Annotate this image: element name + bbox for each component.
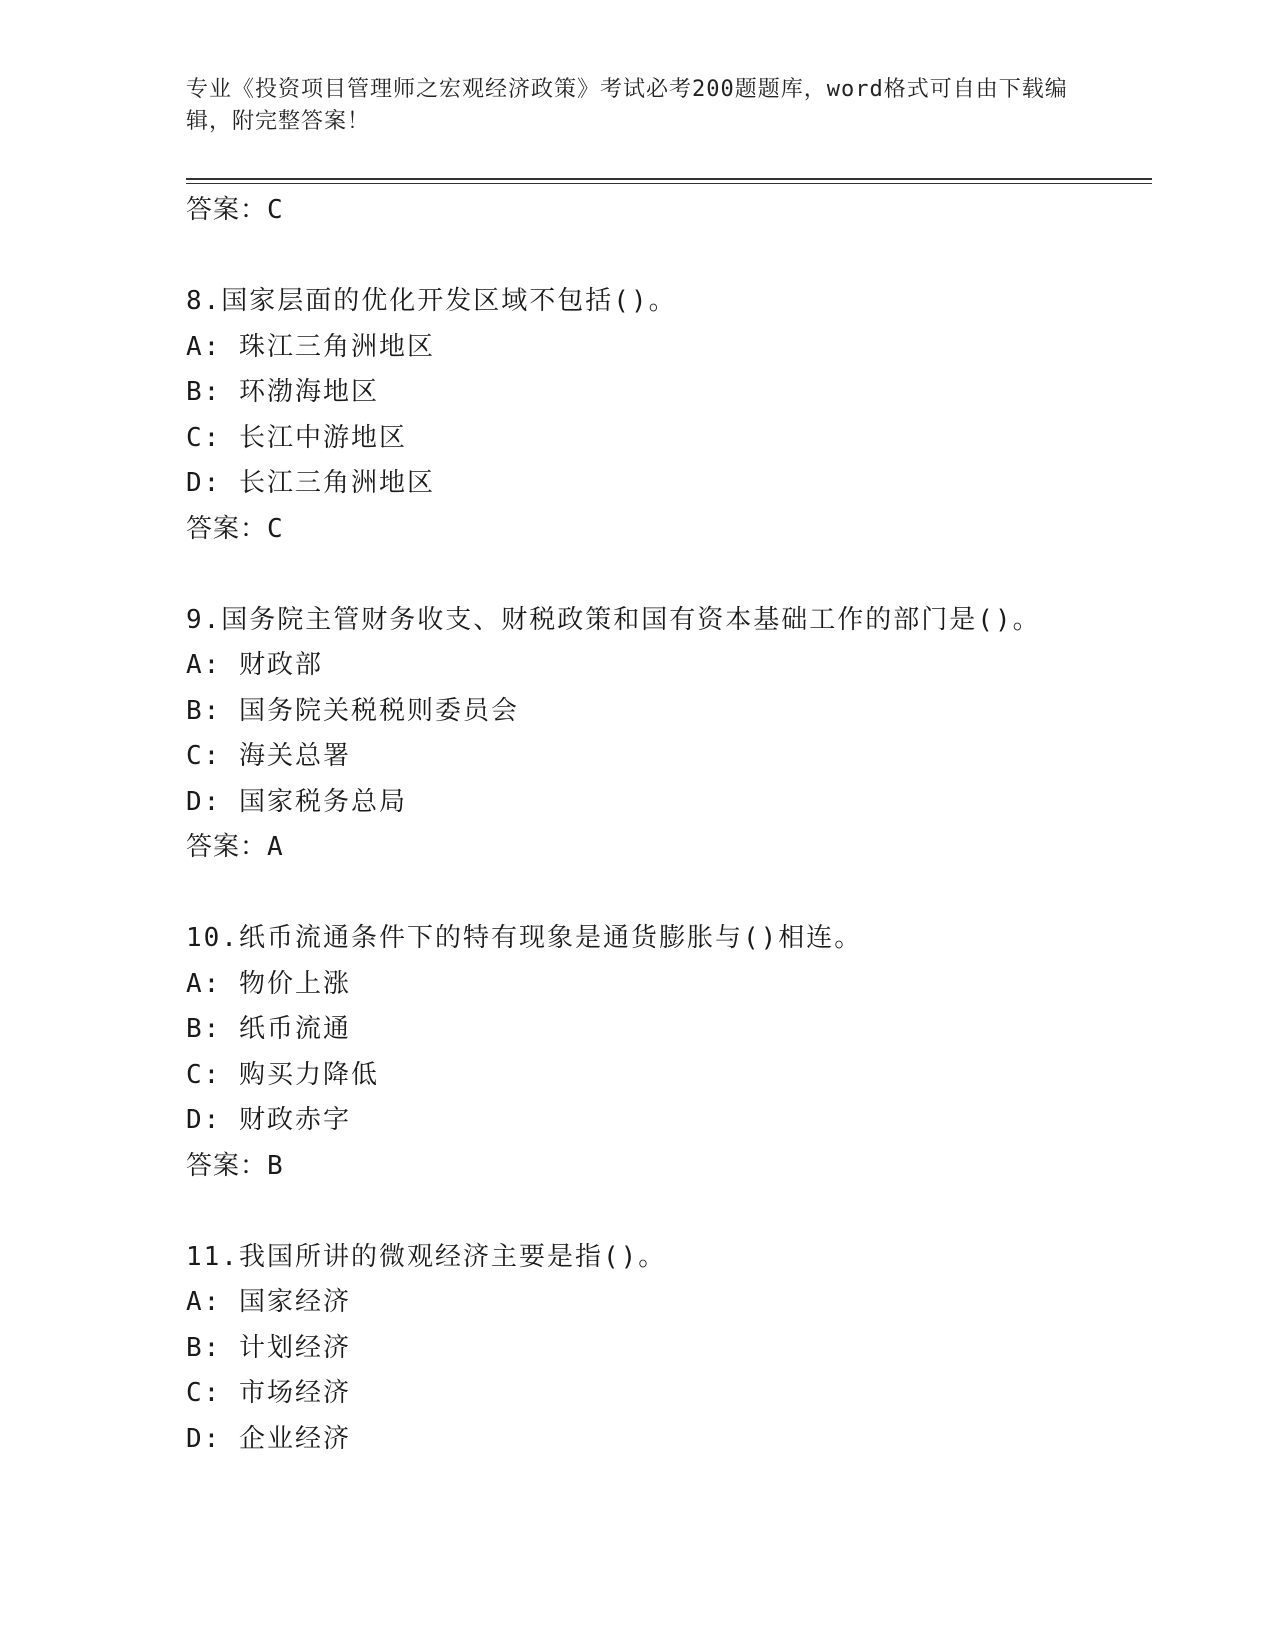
- option-a: A: 财政部: [186, 650, 323, 680]
- answer-value: C: [267, 513, 284, 544]
- header-divider-thick: [186, 178, 1152, 180]
- option-c: C: 长江中游地区: [186, 422, 407, 453]
- question-block: [186, 598, 1152, 871]
- document-header: 专业《投资项目管理师之宏观经济政策》考试必考200题题库，word格式可自由下载编辑，附完整答案！: [186, 77, 1068, 134]
- option-a: A: 珠江三角洲地区: [186, 331, 435, 362]
- option-b: B: 环渤海地区: [186, 377, 379, 407]
- answer-value: A: [267, 832, 284, 862]
- question-stem: 8.国家层面的优化开发区域不包括()。: [186, 286, 677, 316]
- answer-line: [186, 1144, 1152, 1190]
- answer-label: 答案：: [186, 195, 268, 225]
- question-stem: 11.我国所讲的微观经济主要是指()。: [186, 1241, 667, 1272]
- answer-line: [186, 825, 1152, 871]
- option-b: B: 纸币流通: [186, 1014, 351, 1044]
- spacer: [186, 552, 1152, 598]
- spacer: [186, 234, 1152, 280]
- question-stem: 9.国务院主管财务收支、财税政策和国有资本基础工作的部门是()。: [186, 604, 1041, 635]
- question-block: [186, 1235, 1152, 1463]
- question-block: [186, 916, 1152, 1189]
- option-c: C: 市场经济: [186, 1378, 351, 1408]
- option-d: D: 长江三角洲地区: [186, 468, 435, 498]
- option-d: D: 国家税务总局: [186, 786, 407, 817]
- option-d: D: 企业经济: [186, 1423, 351, 1454]
- answer-label: 答案：: [186, 832, 268, 862]
- answer-label: 答案：: [186, 513, 268, 544]
- spacer: [186, 871, 1152, 917]
- question-stem: 10.纸币流通条件下的特有现象是通货膨胀与()相连。: [186, 923, 863, 953]
- option-c: C: 海关总署: [186, 741, 351, 771]
- question-block: [186, 279, 1152, 552]
- answer-value: B: [267, 1150, 284, 1181]
- answer-line: [186, 188, 1152, 234]
- document-content: [186, 188, 1152, 1462]
- spacer: [186, 1189, 1152, 1235]
- answer-line: [186, 507, 1152, 553]
- option-a: A: 国家经济: [186, 1287, 351, 1317]
- option-b: B: 计划经济: [186, 1332, 351, 1363]
- header-divider-thin: [186, 183, 1152, 184]
- option-b: B: 国务院关税税则委员会: [186, 695, 519, 726]
- answer-label: 答案：: [186, 1150, 268, 1181]
- option-a: A: 物价上涨: [186, 968, 351, 999]
- option-c: C: 购买力降低: [186, 1059, 379, 1090]
- answer-value: C: [267, 195, 284, 225]
- option-d: D: 财政赤字: [186, 1105, 351, 1135]
